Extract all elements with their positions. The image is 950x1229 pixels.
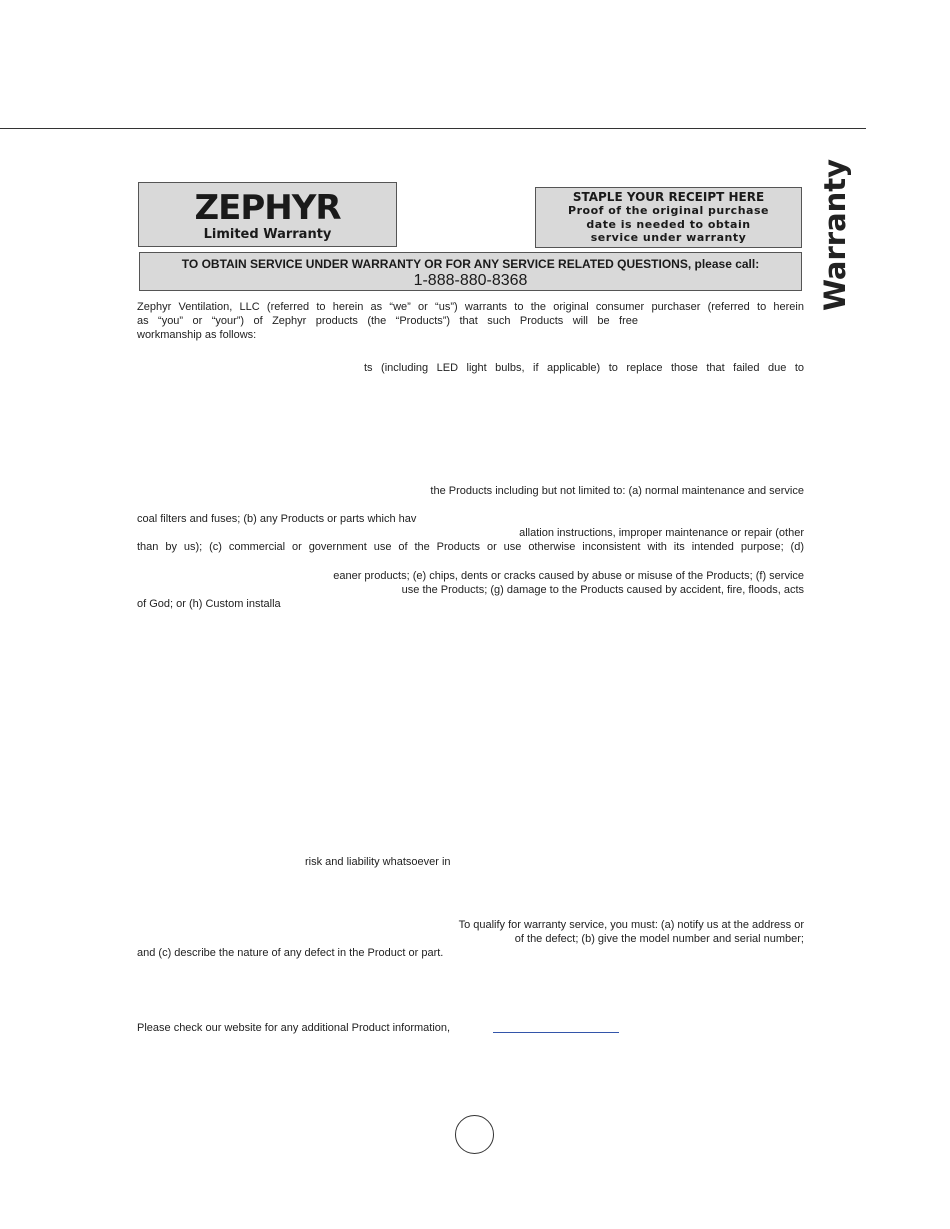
page-number-circle [455, 1115, 494, 1154]
exclusion-line: coal filters and fuses; (b) any Products or parts which hav [137, 513, 417, 525]
limited-warranty-label: Limited Warranty [203, 227, 332, 242]
exclusion-line: use the Products; (g) damage to the Products caused by accident, fire, floods, acts [401, 584, 804, 596]
logo-box [138, 182, 397, 247]
warranty-side-tab [810, 158, 860, 312]
service-phone: 1-888-880-8368 [413, 272, 528, 289]
qualify-line: To qualify for warranty service, you must: (a) notify us at the address or [458, 919, 804, 931]
exclusion-line: of God; or (h) Custom installa [137, 598, 281, 610]
intro-line: as “you” or “your”) of Zephyr products (the “Products”) that such Products will be free [137, 315, 638, 327]
intro-line: workmanship as follows: [137, 329, 257, 341]
website-line: Please check our website for any additional Product information, [137, 1022, 451, 1034]
website-link-underline[interactable] [493, 1032, 619, 1033]
exclusion-line: eaner products; (e) chips, dents or cracks caused by abuse or misuse of the Products; (f) service [333, 570, 804, 582]
exclusion-line: allation instructions, improper maintenance or repair (other [519, 527, 804, 539]
side-tab-label: Warranty [818, 158, 853, 312]
header-rule [0, 128, 866, 129]
intro-line: Zephyr Ventilation, LLC (referred to herein as “we” or “us”) warrants to the original consumer purchaser (referred to herein [137, 301, 804, 313]
qualify-line: and (c) describe the nature of any defect in the Product or part. [137, 947, 444, 959]
receipt-box [535, 187, 802, 248]
exclusion-line: the Products including but not limited to: (a) normal maintenance and service [430, 485, 804, 497]
receipt-line: service under warranty [590, 231, 747, 244]
qualify-line: of the defect; (b) give the model number and serial number; [514, 933, 804, 945]
receipt-line: Proof of the original purchase [568, 204, 769, 217]
service-heading: TO OBTAIN SERVICE UNDER WARRANTY OR FOR ANY SERVICE RELATED QUESTIONS, please call: [181, 257, 760, 271]
receipt-title: STAPLE YOUR RECEIPT HERE [572, 190, 765, 204]
receipt-line: date is needed to obtain [586, 217, 751, 231]
service-contact-box [139, 252, 802, 291]
exclusion-line: than by us); (c) commercial or government use of the Products or use otherwise inconsistent with its intended purpose; (d) [137, 541, 804, 553]
risk-line: risk and liability whatsoever in [305, 856, 451, 868]
zephyr-logo: ZEPHYR [194, 188, 341, 228]
parts-line: ts (including LED light bulbs, if applicable) to replace those that failed due to [364, 362, 804, 374]
